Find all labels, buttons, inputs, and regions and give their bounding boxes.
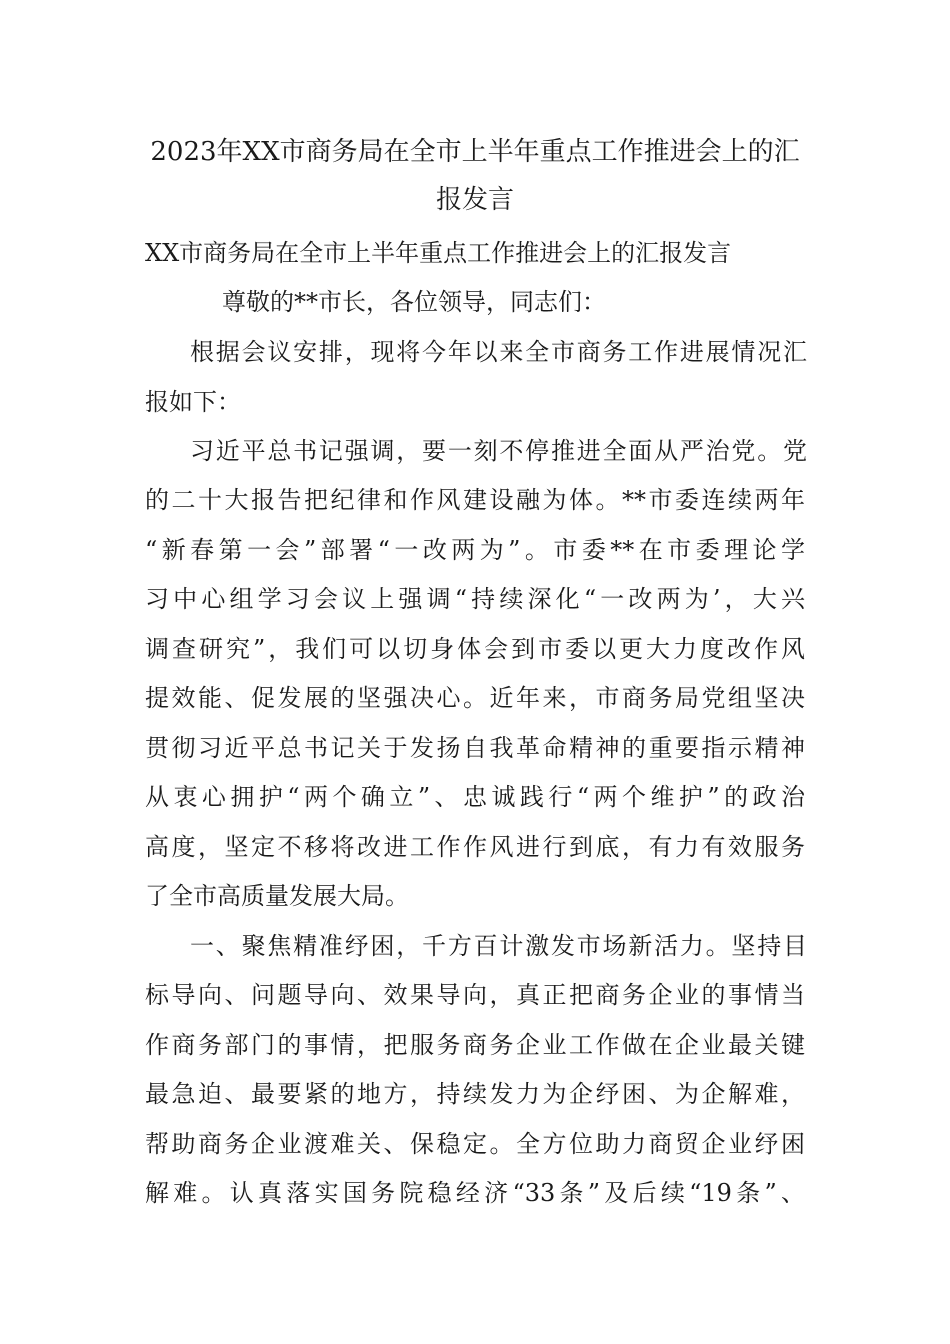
paragraph-2-line-9: 高度，坚定不移将改进工作作风进行到底，有力有效服务 <box>145 833 805 861</box>
paragraph-3-line-1: 一、聚焦精准纾困，千方百计激发市场新活力。坚持目 <box>190 932 807 960</box>
paragraph-3-line-5: 帮助商务企业渡难关、保稳定。全方位助力商贸企业纾困 <box>145 1130 805 1158</box>
paragraph-1-line-2: 报如下： <box>145 388 241 416</box>
paragraph-2-line-2: 的二十大报告把纪律和作风建设融为体。**市委连续两年 <box>145 486 805 514</box>
document-title-line-2: 报发言 <box>435 185 514 215</box>
paragraph-3-line-2: 标导向、问题导向、效果导向，真正把商务企业的事情当 <box>145 981 805 1009</box>
paragraph-2-line-6: 提效能、促发展的坚强决心。近年来，市商务局党组坚决 <box>145 684 805 712</box>
paragraph-1-line-1: 根据会议安排，现将今年以来全市商务工作进展情况汇 <box>190 338 807 366</box>
document-subtitle: XX市商务局在全市上半年重点工作推进会上的汇报发言 <box>145 239 732 267</box>
paragraph-3-line-6: 解难。认真落实国务院稳经济“33条”及后续“19条”、 <box>145 1179 805 1207</box>
paragraph-2-line-4: 习中心组学习会议上强调“持续深化“一改两为’，大兴 <box>145 585 805 613</box>
document-title-line-1: 2023年XX市商务局在全市上半年重点工作推进会上的汇 <box>150 137 800 167</box>
paragraph-3-line-3: 作商务部门的事情，把服务商务企业工作做在企业最关键 <box>145 1031 805 1059</box>
paragraph-2-line-1: 习近平总书记强调，要一刻不停推进全面从严治党。党 <box>190 437 807 465</box>
paragraph-2-line-3: “新春第一会”部署“一改两为”。市委**在市委理论学 <box>145 536 805 564</box>
paragraph-2-line-7: 贯彻习近平总书记关于发扬自我革命精神的重要指示精神 <box>145 734 805 762</box>
paragraph-2-line-8: 从衷心拥护“两个确立”、忠诚践行“两个维护”的政治 <box>145 783 805 811</box>
salutation: 尊敬的**市长，各位领导，同志们： <box>222 288 606 316</box>
paragraph-2-line-5: 调查研究”，我们可以切身体会到市委以更大力度改作风 <box>145 635 805 663</box>
paragraph-3-line-4: 最急迫、最要紧的地方，持续发力为企纾困、为企解难， <box>145 1080 805 1108</box>
paragraph-2-line-10: 了全市高质量发展大局。 <box>145 882 409 910</box>
